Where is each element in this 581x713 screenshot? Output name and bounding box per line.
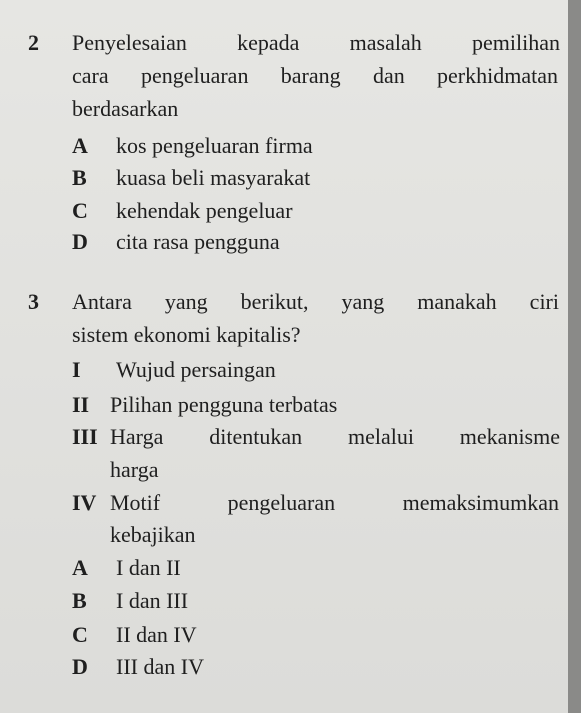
option-letter: B	[72, 588, 87, 613]
statement-text: Harga ditentukan melalui mekanisme	[110, 424, 560, 449]
question-stem-line: sistem ekonomi kapitalis?	[72, 322, 301, 347]
option-text: I dan II	[116, 555, 181, 580]
option-letter: D	[72, 654, 88, 679]
statement-text: Pilihan pengguna terbatas	[110, 392, 338, 417]
page-edge-shadow	[568, 0, 581, 713]
statement-text: Motif pengeluaran memaksimumkan	[110, 490, 559, 515]
question-stem-line: cara pengeluaran barang dan perkhidmatan	[72, 63, 558, 88]
option-text: III dan IV	[116, 654, 204, 679]
option-letter: C	[72, 622, 88, 647]
statement-text: Wujud persaingan	[116, 357, 276, 382]
statement-numeral: IV	[72, 490, 97, 515]
question-stem-line: berdasarkan	[72, 96, 179, 121]
option-letter: D	[72, 229, 88, 254]
option-text: kuasa beli masyarakat	[116, 165, 311, 190]
statement-text: harga	[110, 457, 159, 482]
option-letter: A	[72, 555, 88, 580]
option-letter: A	[72, 133, 88, 158]
statement-numeral: II	[72, 392, 90, 417]
option-text: kos pengeluaran firma	[116, 133, 313, 158]
option-letter: B	[72, 165, 87, 190]
option-text: cita rasa pengguna	[116, 229, 280, 254]
option-text: I dan III	[116, 588, 189, 613]
question-stem-line: Penyelesaian kepada masalah pemilihan	[72, 30, 560, 55]
option-letter: C	[72, 198, 88, 223]
question-number: 3	[28, 289, 39, 314]
question-number: 2	[28, 30, 39, 55]
statement-numeral: III	[72, 424, 98, 449]
question-stem-line: Antara yang berikut, yang manakah ciri	[72, 289, 559, 314]
option-text: kehendak pengeluar	[116, 198, 293, 223]
statement-numeral: I	[72, 357, 81, 382]
statement-text: kebajikan	[110, 522, 196, 547]
option-text: II dan IV	[116, 622, 197, 647]
